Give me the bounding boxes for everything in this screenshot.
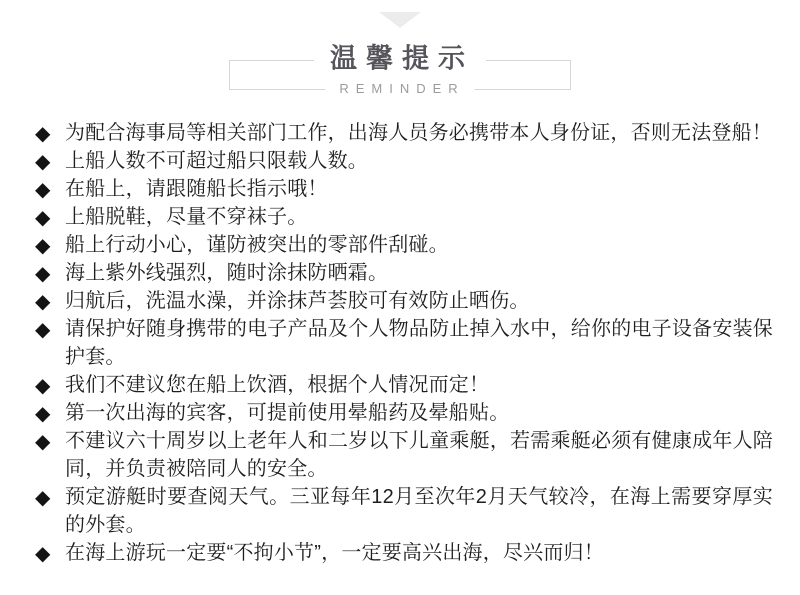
- diamond-bullet-icon: ◆: [35, 541, 51, 565]
- tip-text: 不建议六十周岁以上老年人和二岁以下儿童乘艇，若需乘艇必须有健康成年人陪同，并负责被陪同人的安全。: [65, 430, 773, 480]
- tip-text: 船上行动小心，谨防被突出的零部件刮碰。: [65, 234, 449, 256]
- diamond-bullet-icon: ◆: [35, 429, 51, 453]
- diamond-bullet-icon: ◆: [35, 233, 51, 257]
- diamond-bullet-icon: ◆: [35, 205, 51, 229]
- tip-item: [35, 119, 773, 147]
- tip-text: 请保护好随身携带的电子产品及个人物品防止掉入水中，给你的电子设备安装保护套。: [65, 318, 773, 368]
- tip-item: [35, 203, 773, 231]
- tip-item: [35, 427, 773, 483]
- tip-item: [35, 399, 773, 427]
- diamond-bullet-icon: ◆: [35, 149, 51, 173]
- tip-text: 上船人数不可超过船只限载人数。: [65, 150, 368, 172]
- tip-text: 我们不建议您在船上饮酒，根据个人情况而定！: [65, 374, 490, 396]
- header: [229, 43, 571, 96]
- diamond-bullet-icon: ◆: [35, 485, 51, 509]
- diamond-bullet-icon: ◆: [35, 401, 51, 425]
- tip-text: 在船上，请跟随船长指示哦！: [65, 178, 328, 200]
- diamond-bullet-icon: ◆: [35, 317, 51, 341]
- tip-text: 归航后，洗温水澡，并涂抹芦荟胶可有效防止晒伤。: [65, 290, 530, 312]
- tip-text: 预定游艇时要查阅天气。三亚每年12月至次年2月天气较冷，在海上需要穿厚实的外套。: [65, 486, 773, 536]
- diamond-bullet-icon: ◆: [35, 261, 51, 285]
- reminder-page: [0, 12, 800, 567]
- diamond-bullet-icon: ◆: [35, 177, 51, 201]
- diamond-bullet-icon: ◆: [35, 373, 51, 397]
- tip-item: [35, 231, 773, 259]
- tip-text: 在海上游玩一定要“不拘小节”，一定要高兴出海，尽兴而归！: [65, 542, 604, 564]
- tip-item: [35, 287, 773, 315]
- tip-item: [35, 483, 773, 539]
- diamond-bullet-icon: ◆: [35, 289, 51, 313]
- tip-item: [35, 539, 773, 567]
- tip-item: [35, 147, 773, 175]
- tip-item: [35, 175, 773, 203]
- tip-item: [35, 259, 773, 287]
- tip-item: [35, 371, 773, 399]
- diamond-bullet-icon: ◆: [35, 121, 51, 145]
- tips-list: [0, 90, 800, 567]
- tip-text: 为配合海事局等相关部门工作，出海人员务必携带本人身份证，否则无法登船！: [65, 122, 772, 144]
- triangle-down-icon: [379, 12, 421, 28]
- tip-text: 海上紫外线强烈，随时涂抹防晒霜。: [65, 262, 389, 284]
- page-title: 温馨提示: [314, 45, 486, 75]
- tip-text: 上船脱鞋，尽量不穿袜子。: [65, 206, 308, 228]
- tip-item: [35, 315, 773, 371]
- page-subtitle: REMINDER: [325, 82, 474, 97]
- tip-text: 第一次出海的宾客，可提前使用晕船药及晕船贴。: [65, 402, 510, 424]
